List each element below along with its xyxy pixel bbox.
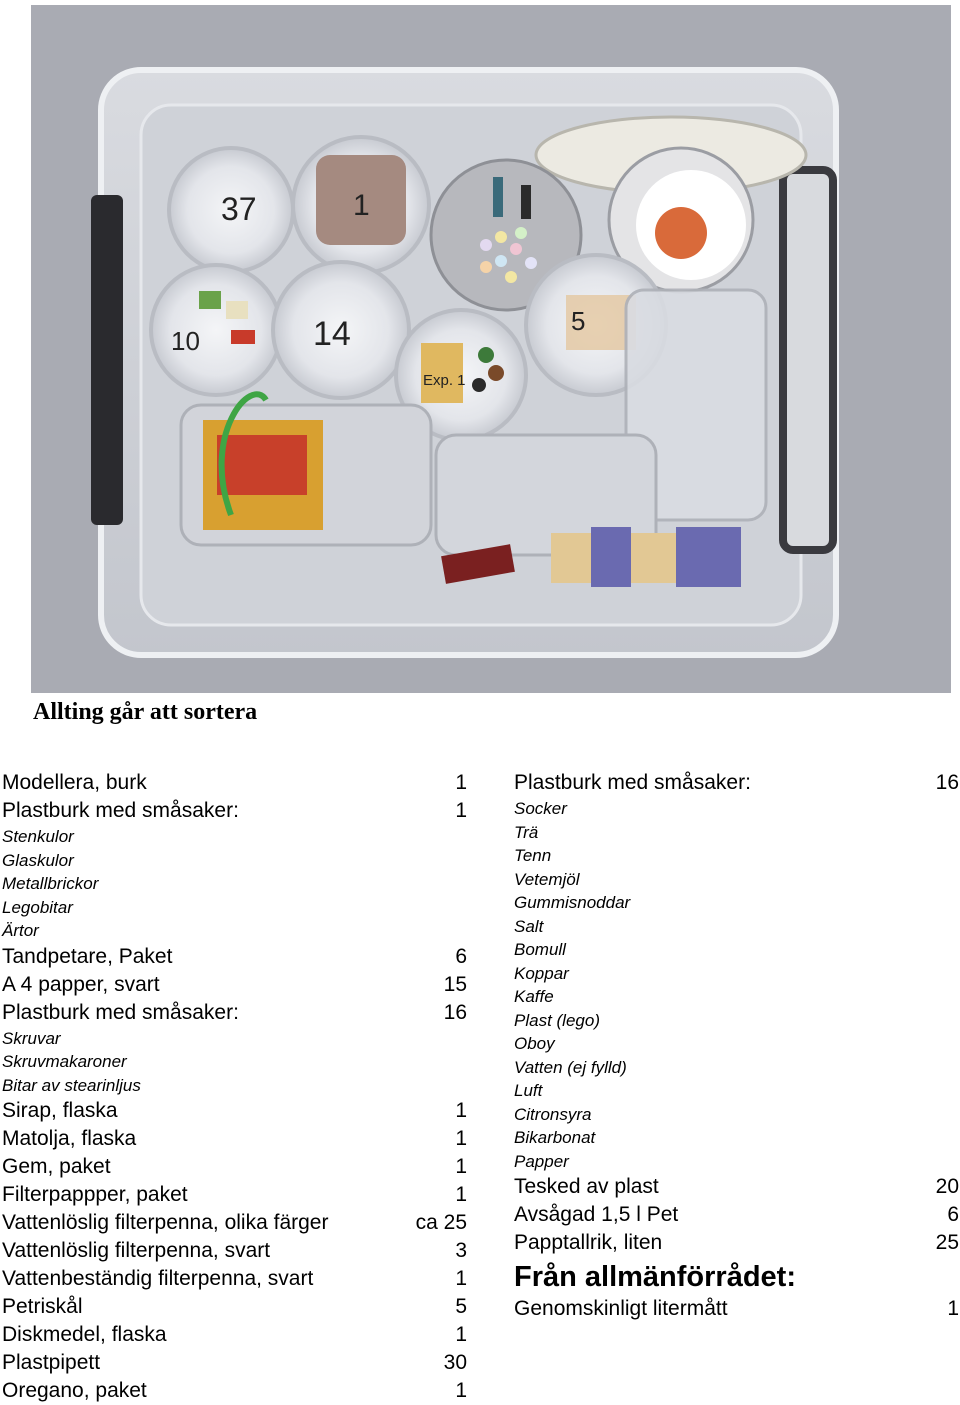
list-item: [2, 943, 467, 971]
section-heading: Från allmänförrådet:: [514, 1261, 796, 1293]
sub-item: Bitar av stearinljus: [2, 1075, 141, 1095]
item-quantity: 1: [947, 1297, 959, 1320]
item-quantity: 30: [443, 1351, 467, 1374]
sub-item: Legobitar: [2, 897, 73, 917]
item-quantity: 1: [455, 1183, 467, 1206]
sub-item: Bikarbonat: [514, 1128, 596, 1147]
sub-item: Skruvmakaroner: [2, 1052, 127, 1071]
svg-text:Exp. 1: Exp. 1: [423, 372, 466, 389]
list-item: [2, 971, 467, 999]
box-handle-left: [91, 195, 123, 525]
sub-item: Luft: [514, 1081, 543, 1100]
sub-item: Glaskulor: [2, 850, 74, 870]
svg-text:10: 10: [171, 326, 200, 356]
item-label: Vattenlöslig filterpenna, svart: [2, 1239, 271, 1262]
sub-item: Tenn: [514, 846, 552, 865]
list-item: [2, 1237, 467, 1265]
list-item: [514, 1201, 959, 1229]
list-item: [2, 1181, 467, 1209]
jar-14: [273, 262, 409, 398]
item-label: Papptallrik, liten: [514, 1231, 663, 1254]
item-quantity: 25: [935, 1231, 959, 1254]
item-label: Vattenlöslig filterpenna, olika färger: [2, 1211, 329, 1234]
sub-item: Plast (lego): [514, 1010, 600, 1030]
item-label: Plastburk med småsaker:: [2, 1000, 239, 1024]
item-label: A 4 papper, svart: [2, 972, 160, 996]
item-list-left: [2, 769, 467, 1405]
jar-lego: [151, 265, 281, 395]
item-quantity: 16: [935, 771, 959, 794]
item-quantity: 1: [455, 1155, 467, 1178]
item-label: Filterpappper, paket: [2, 1183, 188, 1206]
sub-item: Oboy: [514, 1034, 555, 1053]
item-label: Matolja, flaska: [2, 1127, 137, 1150]
sub-item: Skruvar: [2, 1028, 61, 1048]
item-quantity: 20: [935, 1175, 959, 1198]
svg-text:5: 5: [571, 306, 586, 336]
list-item: [514, 1173, 959, 1201]
list-item: [514, 1229, 959, 1257]
list-item: [514, 769, 959, 797]
item-label: Sirap, flaska: [2, 1099, 118, 1122]
sub-item: Trä: [514, 822, 539, 842]
item-label: Tesked av plast: [514, 1175, 659, 1198]
jar-37: [169, 148, 293, 272]
item-label: Petriskål: [2, 1295, 83, 1318]
item-quantity: 1: [455, 799, 467, 822]
sub-item: Kaffe: [514, 987, 554, 1006]
item-quantity: ca 25: [415, 1211, 467, 1234]
list-item: [2, 1097, 467, 1125]
item-quantity: 6: [947, 1203, 959, 1226]
sub-item: Papper: [514, 1151, 569, 1171]
svg-text:1: 1: [353, 189, 370, 222]
item-quantity: 1: [455, 1379, 467, 1402]
item-label: Plastburk med småsaker:: [514, 771, 751, 794]
box-handle-right: [783, 170, 833, 550]
item-label: Vattenbeständig filterpenna, svart: [2, 1267, 314, 1290]
sub-item: Vetemjöl: [514, 869, 580, 889]
sub-item: Citronsyra: [514, 1104, 592, 1124]
list-item: [2, 797, 467, 825]
svg-text:14: 14: [313, 315, 351, 353]
list-item: [2, 1349, 467, 1377]
list-item: [2, 1293, 467, 1321]
item-quantity: 6: [455, 944, 467, 968]
item-quantity: 3: [455, 1239, 467, 1262]
svg-text:37: 37: [221, 191, 257, 227]
item-quantity: 16: [443, 1000, 467, 1024]
sub-item: Socker: [514, 799, 567, 818]
sub-item: Gummisnoddar: [514, 893, 631, 912]
list-item: [2, 999, 467, 1027]
item-label: Gem, paket: [2, 1155, 111, 1178]
item-quantity: 5: [455, 1295, 467, 1318]
item-label: Tandpetare, Paket: [2, 944, 173, 968]
list-item: [2, 1125, 467, 1153]
sub-item: Koppar: [514, 963, 569, 983]
sub-item: Ärtor: [2, 921, 39, 940]
item-label: Diskmedel, flaska: [2, 1323, 167, 1346]
item-label: Avsågad 1,5 l Pet: [514, 1203, 679, 1226]
storage-box-photo: [31, 5, 951, 693]
item-label: Modellera, burk: [2, 771, 147, 794]
list-item: [2, 1377, 467, 1405]
jar-modelling-clay: [293, 137, 429, 273]
item-quantity: 1: [455, 1323, 467, 1346]
item-label: Plastburk med småsaker:: [2, 799, 239, 822]
item-list-right: [514, 769, 959, 1323]
item-label: Oregano, paket: [2, 1379, 147, 1402]
item-label: Genomskinligt litermått: [514, 1297, 728, 1320]
storage-box-illustration: [31, 5, 951, 693]
sub-item: Bomull: [514, 940, 566, 959]
list-item: [2, 1153, 467, 1181]
sub-item: Vatten (ej fylld): [514, 1057, 627, 1077]
syrup-bottle: [181, 394, 431, 545]
item-quantity: 1: [455, 771, 467, 794]
item-quantity: 1: [455, 1127, 467, 1150]
sub-item: Metallbrickor: [2, 874, 99, 893]
sub-item: Salt: [514, 916, 544, 936]
item-label: Plastpipett: [2, 1351, 101, 1374]
sub-item: Stenkulor: [2, 827, 74, 846]
item-quantity: 1: [455, 1267, 467, 1290]
list-item: [2, 769, 467, 797]
item-quantity: 15: [443, 972, 467, 996]
list-item: [2, 1265, 467, 1293]
item-quantity: 1: [455, 1099, 467, 1122]
list-item: [2, 1321, 467, 1349]
list-item: [514, 1295, 959, 1323]
page-title: Allting går att sortera: [33, 699, 258, 725]
list-item: [2, 1209, 467, 1237]
